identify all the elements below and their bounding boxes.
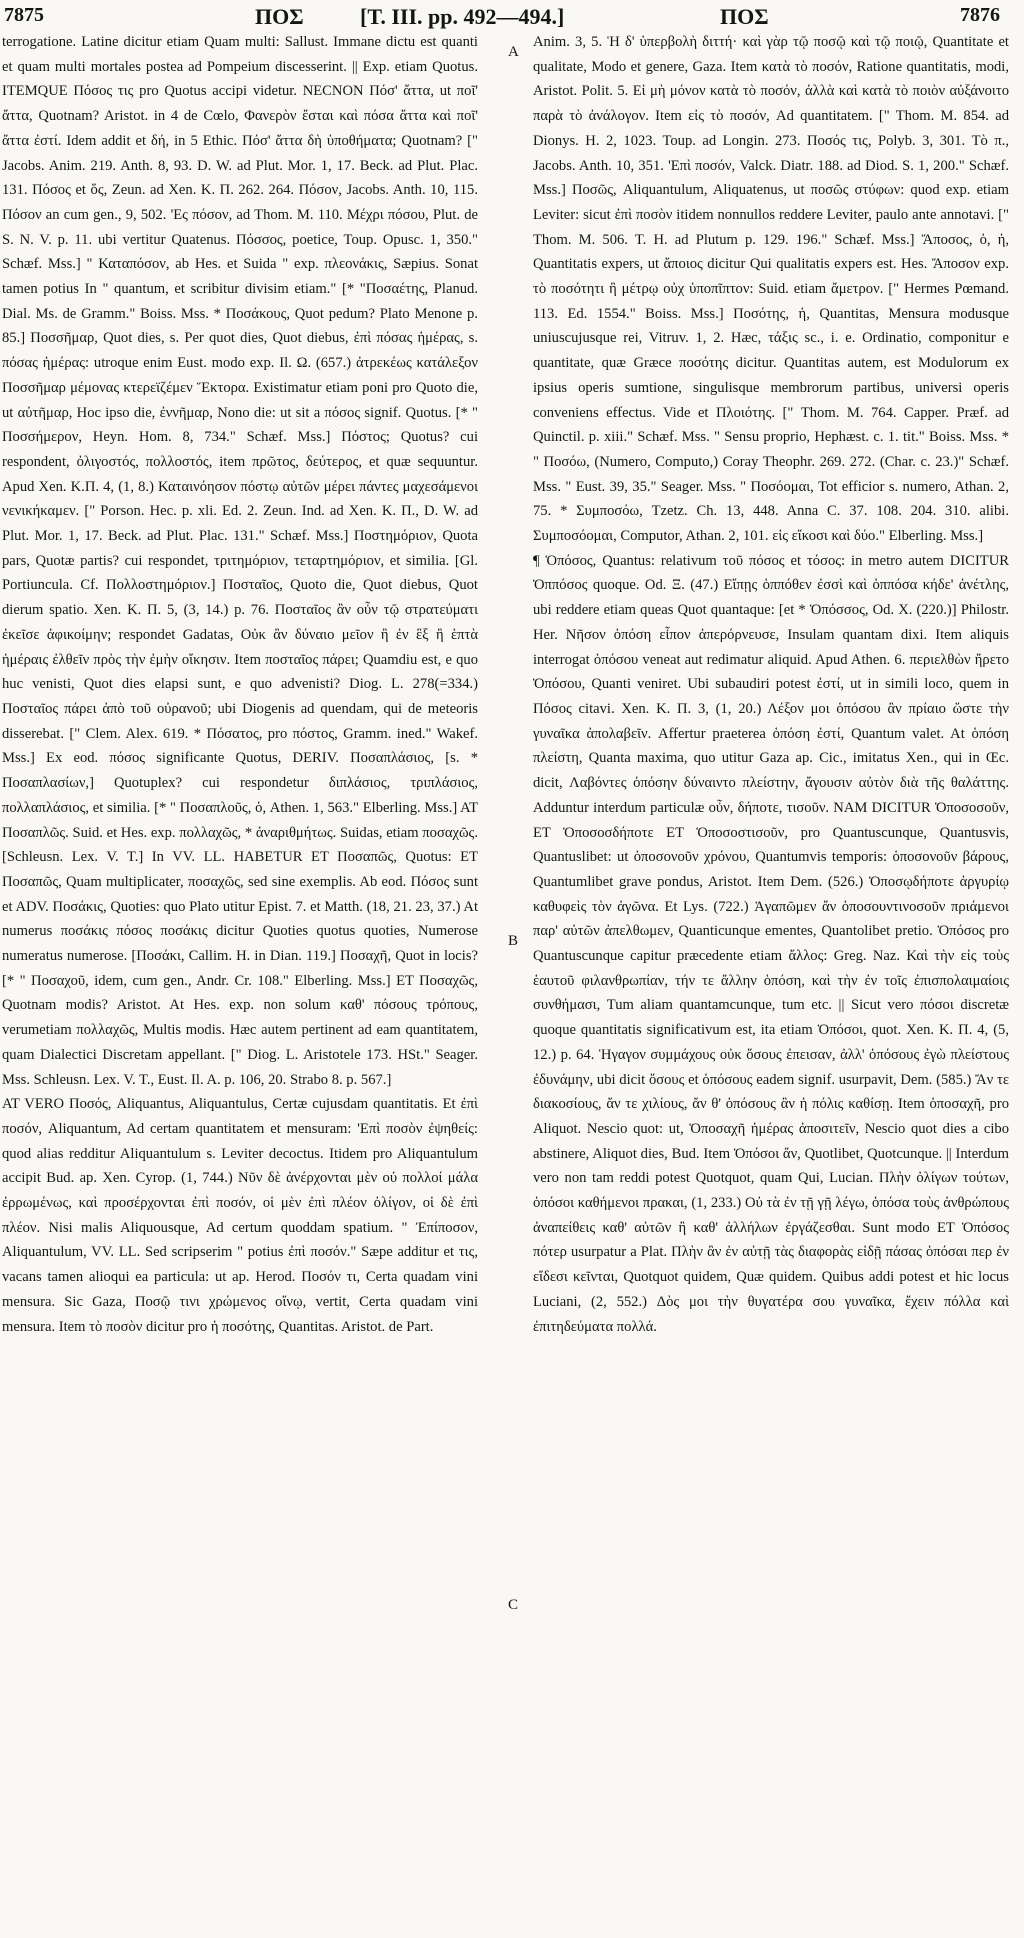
right-paragraph-2: ¶ Ὁπόσος, Quantus: relativum τοῦ πόσος et τόσος: in metro autem DICITUR Ὁππόσος quoque. Od. Ξ. (47.) Εἴπῃς ὁππόθεν ἐσσὶ καὶ ὁππόσα κήδε' ἀνέτλης, ubi reddere etiam queas Quot quantaque: [et * Ὁπόσσος, Od. X. (220.)] Philostr. Her. Νῆσον ὁπόση εἶπον ἀπερόρνευσε, Insulam quantam dixi. Item aliquis interrogat ὁπόσου veneat aut redimatur aliquid. Apud Athen. 6. περιελθὼν ἤρετο Ὁπόσου, Quanti veniret. Ubi subaudiri potest ἐστί, ut in simili loco, quem in Πόσος citavi. Xen. K. Π. 3, (1, 20.) Λέξον μοι ὁπόσου ἂν πρίαιο ὥστε τὴν γυναῖκα ἀπολαβεῖν. Affertur praeterea ὁπόση ἐστί, Quantum valet. At ὁπόση πλείστη, Quanta maxima, quo utitur Gaza ap. Cic., imitatus Xen., qui in Œc. dicit, Λαβόντες ὁπόσην δύναιντο πλείστην, ἄγουσιν αὐτὸν διὰ τῆς θαλάττης. Adduntur interdum particulæ οὖν, δήποτε, τισοῦν. NAM DICITUR Ὁποσοσοῦν, ET Ὁποσοσδήποτε ET Ὁποσοστισοῦν, pro Quantuscunque, Quantusvis, Quantuslibet: ut ὁποσονοῦν χρόνου, Quantumvis temporis: ὁποσονοῦν βάρους, Quantumlibet grave pondus, Aristot. Item Dem. (526.) Ὁποσῳδήποτε ἀργυρίῳ καθυφεὶς τὸν ἀγῶνα. Et Lys. (722.) Ἀγαπῶμεν ἄν ὁποσουντινοσοῦν πριάμενοι παρ' αὐτῶν ἀπελθωμεν, Quanticunque ementes, Quantolibet pretio. Ὁπόσος pro Quantuscunque capitur præcedente etiam ἄλλος: Greg. Naz. Καὶ τὴν εἰς τοὺς ἑαυτοῦ φιλανθρωπίαν, τήν τε ἄλλην ὁπόση, καὶ τὴν ἐν τοῖς ἐπισπολαιμαίοις συνθήμασι, Tum aliam quantamcunque, tum etc. || Sicut vero πόσοι discretæ quoque quantitatis significativum est, ita etiam Ὁπόσοι, quot. Xen. K. Π. 4, (5, 12.) p. 64. Ἡγαγον συμμάχους οὐκ ὅσους ἐπεισαν, ἀλλ' ὁπόσους ἐγὼ πλείστους ἐδυνάμην, ubi dicit ὅσους et ὁπόσους eadem signif. usurpavit, Dem. (585.) Ἄν τε διακοσίους, ἄν τε χιλίους, ἄν θ' ὁπόσους ἂν ἡ πόλις καθίσῃ. Item ὁποσαχῆ, pro Aliquot. Nescio quot: ut, Ὁποσαχῆ ἡμέρας ἀποσιτεῖν, Nescio quot dies a cibo abstinere, Aliquot dies, Bud. Item Ὁπόσοι ἄν, Quotlibet, Quotcunque. || Interdum vero non tam reddi potest Quotquot, quam Qui, Lucian. Πλὴν ὀλίγων τούτων, ὁπόσοι καθήμενοι πρακαι, (1, 233.) Οὐ τὰ ἐν τῇ γῇ λέγω, ὁπόσα τοὺς ἀνθρώπους ἀναπείθεις καθ' αὐτῶν ἢ καθ' ἀλλήλων ἐργάζεσθαι. Sunt modo ET Ὁπόσος πότερ usurpatur a Plat. Πλὴν ἂν ἐν αὐτῇ τὰς διαφορὰς εἰδῇ πάσας ὁπόσαι περ ἐν εἴδεσι κεῖνται, Quotquot quidem, Quæ quidem. Quibus addi potest et hic locus Luciani, (2, 552.) Δὸς μοι τὴν θυγατέρα σου γυναῖκα, ἔχειν πόλλα καὶ ἐπιτηδεύματα πολλά. xyxy=(533,552,1009,1335)
left-paragraph-1: terrogatione. Latine dicitur etiam Quam multi: Sallust. Immane dictu est quanti et quam multi mortales postea ad Pompeium discesserint. || Exp. etiam Quotus. ITEMQUE Πόσος τις pro Quotus accipi videtur. NECNON Πόσ' ἄττα, ut ποῖ' ἄττα, Quotnam? Aristot. in 4 de Cœlo, Φανερὸν ἔσται καὶ πόσα ἄττα καὶ ποῖ' ἄττα ἐστί. Idem addit et δή, in 5 Ethic. Πόσ' ἄττα δὴ ὑποθήματα; Quotnam? [" Jacobs. Anim. 219. Anth. 8, 93. D. W. ad Plut. Mor. 1, 17. Beck. ad Plut. Plac. 131. Πόσος et ὅς, Zeun. ad Xen. K. Π. 262. 264. Πόσον, Jacobs. Anth. 10, 115. Πόσον an cum gen., 9, 502. 'Ες πόσον, ad Thom. M. 110. Μέχρι πόσου, Plut. de S. N. V. p. 11. ubi vertitur Quatenus. Πόσσος, poetice, Toup. Opusc. 1, 350." Schæf. Mss.] " Καταπόσον, ab Hes. et Suida " exp. πλεονάκις, Sæpius. Sonat tamen potius In " quantum, et scribitur divisim etiam." [* "Ποσαέτης, Planud. Dial. Ms. de Gramm." Boiss. Mss. * Ποσάκους, Quot pedum? Plato Menone p. 85.] Ποσσῆμαρ, Quot dies, s. Per quot dies, Quot diebus, ἐπὶ πόσας ἡμέρας, s. πόσας ἡμέρας: utroque enim Eust. modo exp. Il. Ω. (657.) ἀτρεκέως κατάλεξον Ποσσῆμαρ μέμονας κτερεϊζέμεν Ἕκτορα. Existimatur etiam poni pro Quoto die, ut αὐτῆμαρ, Hoc ipso die, ἐννῆμαρ, Nono die: ut sit a πόσος signif. Quotus. [* " Ποσσήμερον, Heyn. Hom. 8, 734." Schæf. Mss.] Πόστος; Quotus? cui respondent, ὀλιγοστός, πολλοστός, item πρῶτος, δεύτερος, et quæ sequuntur. Apud Xen. K.Π. 4, (1, 8.) Καταινόησον πόστῳ αὐτῶν μέρει πάντες μαχεσάμενοι νενικήκαμεν. [" Porson. Hec. p. xli. Ed. 2. Zeun. Ind. ad Xen. K. Π., D. W. ad Plut. Mor. 1, 17. Beck. ad Plut. Plac. 131." Schæf. Mss.] Ποστημόριον, Quota pars, Quotæ partis? cui respondet, τριτημόριον, τεταρτημόριον, et similia. [Gl. Portiuncula. Cf. Πολλοστημόριον.] Ποσταῖος, Quoto die, Quot diebus, Quot dierum spatio. Xen. K. Π. 5, (3, 14.) p. 76. Ποσταῖος ἂν οὖν τῷ στρατεύματι ἐκεῖσε ἀφικοίμην; respondet Gadatas, Οὐκ ἂν δύναιο μεῖον ἢ ἐν ἓξ ἢ ἑπτὰ ἡμέραις ἐλθεῖν πρὸς τὴν ἐμὴν οἴκησιν. Item ποσταῖος πάρει; Quamdiu est, e quo huc venisti, Quot dies elapsi sunt, e quo advenisti? Diog. L. 278(=334.) Ποσταῖος πάρει ἀπὸ τοῦ οὐρανοῦ; ubi Diogenis ad quendam, qui de meteoris disserebat. [" Clem. Alex. 619. * Πόσατος, pro πόστος, Gramm. ined." Wakef. Mss.] Ex eod. πόσος significante Quotus, DERIV. Ποσαπλάσιος, [s. * Ποσαπλασίων,] Quotuplex? cui respondetur διπλάσιος, τριπλάσιος, πολλαπλάσιος, et similia. [* " Ποσαπλοῦς, ὁ, Athen. 1, 563." Elberling. Mss.] AT Ποσαπλῶς. Suid. et Hes. exp. πολλαχῶς, * ἀναριθμήτως. Suidas, etiam ποσαχῶς. [Schleusn. Lex. V. T.] In VV. LL. HABETUR ET Ποσαπῶς, Quotus: ET Ποσαπῶς, Quam multiplicater, ποσαχῶς, sed sine exemplis. Ab eod. Πόσος sunt et ADV. Ποσάκις, Quoties: quo Plato utitur Epist. 7. et Matth. (18, 21. 23, 37.) At numerus ποσάκις πόσος ποσάκις dicitur Quoties quotus quoties, Numerose numeratus numerose. [Ποσάκι, Callim. H. in Dian. 119.] Ποσαχῆ, Quot in locis? [* " Ποσαχοῦ, idem, cum gen., Andr. Cr. 108." Elberling. Mss.] ET Ποσαχῶς, Quotnam modis? Aristot. At Hes. exp. non solum καθ' πόσους τρόπους, verumetiam πολλαχῶς, Multis modis. Hæc autem pertinent ad eam quantitatem, quam Dialectici Discretam appellant. [" Diog. L. Aristotele 173. HSt." Seager. Mss. Schleusn. Lex. V. T., Eust. Il. A. p. 106, 20. Strabo 8. p. 567.] xyxy=(2,34,478,1088)
right-running-head: ΠΟΣ xyxy=(720,4,769,29)
left-running-head: ΠΟΣ xyxy=(255,4,304,29)
margin-mark-c: C xyxy=(508,1597,519,1613)
right-column xyxy=(533,30,1009,1339)
left-column-number: 7875 xyxy=(4,4,44,26)
volume-page-reference: [T. III. pp. 492—494.] xyxy=(360,4,565,29)
right-paragraph-1: Anim. 3, 5. Ἡ δ' ὑπερβολὴ διττή· καὶ γὰρ τῷ ποσῷ καὶ τῷ ποιῷ, Quantitate et qualitate, Modo et genere, Gaza. Item κατὰ τὸ ποσόν, Ratione quantitatis, modi, Aristot. Polit. 5. Εἰ μὴ μόνον κατὰ τὸ ποσόν, ἀλλὰ καὶ κατὰ τὸ ποιὸν αὐξάνοιτο παρὰ τὸ ἀνάλογον. Item εἰς τὸ ποσόν, Ad quantitatem. [" Thom. M. 854. ad Dionys. H. 2, 1023. Toup. ad Longin. 273. Ποσός τις, Polyb. 3, 301. Τὸ π., Jacobs. Anth. 10, 351. 'Επὶ ποσόν, Valck. Diatr. 188. ad Diod. S. 1, 200." Schæf. Mss.] Ποσῶς, Aliquantulum, Aliquatenus, ut ποσῶς στύφων: quod exp. etiam Leviter: sicut ἐπὶ ποσὸν itidem nonnullos reddere Leviter, paulo ante annotavi. [" Thom. M. 506. T. H. ad Plutum p. 129. 196." Schæf. Mss.] Ἄποσος, ὁ, ἡ, Quantitatis expers, ut ἄποιος dicitur Qui qualitatis expers est. Hes. Ἄποσον exp. τὸ ποσότητι ἢ μέτρῳ οὐχ ὑποπῖπτον: Suid. etiam ἄμετρον. [" Hermes Pœmand. 113. Ed. 1554." Boiss. Mss.] Ποσότης, ἡ, Quantitas, Mensura modusque uniuscujusque rei, Vitruv. 1, 2. Hæc, τάξις sc., i. e. Ordinatio, componitur e quantitate, quæ Græce ποσότης dicitur. Quantitas autem, est Modulorum ex ipsius operis sumtione, singulisque membrorum partibus, universi operis conveniens effectus. Vide et Πλοιότης. [" Thom. M. 764. Capper. Præf. ad Quinctil. p. xiii." Schæf. Mss. " Sensu proprio, Hephæst. c. 1. tit." Boiss. Mss. * " Ποσόω, (Numero, Computo,) Coray Theophr. 269. 272. (Char. c. 23.)" Schæf. Mss. " Eust. 39, 35." Seager. Mss. " Ποσόομαι, Tot efficior s. numero, Athan. 2, 75. * Συμποσόω, Tzetz. Ch. 13, 448. Anna C. 37. 108. 204. 310. alibi. Συμποσόομαι, Computor, Athan. 2, 101. εἰς εἴκοσι καὶ δύο." Elberling. Mss.] xyxy=(533,34,1009,545)
right-column-number: 7876 xyxy=(960,4,1000,26)
left-column xyxy=(2,30,478,1339)
margin-mark-b: B xyxy=(508,933,519,949)
page-header xyxy=(0,2,1024,32)
left-paragraph-2: AT VERO Ποσός, Aliquantus, Aliquantulus, Certæ cujusdam quantitatis. Et ἐπὶ ποσόν, Aliquantum, Ad certam quantitatem et mensuram: 'Επὶ ποσὸν ἐψηθείς: quod alias redditur Aliquantulum s. Leviter decoctus. Itidem pro Aliquantulum accipit Bud. ap. Xen. Cyrop. (1, 744.) Νῦν δὲ ἀνέρχονται μὲν οὐ πολλοί μάλα ἐρρωμένως, καὶ προσέρχονται ἐπὶ ποσόν, οἱ μὲν ἐπὶ πλέον ὀλίγον, οἱ δὲ ἐπὶ πλέον. Nisi malis Aliquousque, Ad certum quoddam spatium. " Ἐπίποσον, Aliquantulum, VV. LL. Sed scripserim " potius ἐπὶ ποσόν." Sæpe additur et τις, vacans tamen alioqui ea particula: ut ap. Herod. Ποσόν τι, Certa quadam vini mensura. Sic Gaza, Ποσῷ τινι χρώμενος οἴνῳ, vertit, Certa quadam vini mensura. Item τὸ ποσὸν dicitur pro ἡ ποσότης, Quantitas. Aristot. de Part. xyxy=(2,1096,478,1335)
margin-mark-a: A xyxy=(508,44,519,60)
